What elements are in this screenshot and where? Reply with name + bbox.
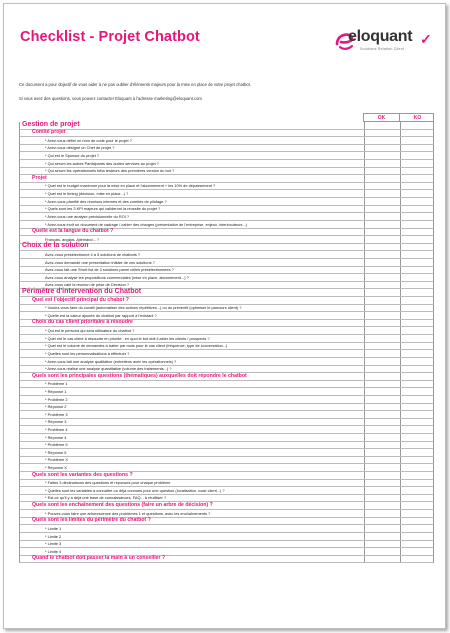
ko-cell[interactable] [400,442,401,449]
checklist-item-row [19,457,434,465]
checklist-item-text: * Avez-vous une analyse prévisionnelle du ROI ? [45,213,130,219]
checklist-item-text: * Réponse 4 [45,434,67,440]
checklist-item-text: * Réponse 1 [45,388,67,394]
checklist-item-row [19,168,434,176]
ok-cell[interactable] [364,137,365,144]
checklist-item-text: * Avez-vous écrit un document de cadrage / cahier des charges (présentation de l'entreprise, enjeux, interlocuteurs...) [45,221,248,227]
subsection-heading-row [19,518,434,526]
checklist-item-text: * Avez-vous réalisé une analyse quantitative (volume des traitements...) ? [45,366,172,372]
ok-cell[interactable] [364,510,365,517]
ok-cell[interactable] [364,556,365,563]
checklist-item-text: * Qui seront les opérationnels bêta testeurs des premières version du bot ? [45,168,175,174]
subsection-heading: Quels sont les limites du périmètre du chatbot ? [32,517,151,524]
checklist-item-text: * Quelles sont les variables à connaître ou déjà connues pour une question (localisation, code client...) ? [45,487,225,493]
subsection-heading-row [19,556,434,564]
checklist-item-text: Avez-vous analysé les propositions commerciales (mise en place, abonnement...) ? [45,274,189,280]
ko-cell[interactable] [400,434,401,441]
ko-cell[interactable] [400,320,401,327]
checklist-item-text: * Est-ce qu'il y a déjà une base de connaissances, FAQ... à réutiliser ? [45,495,166,501]
checklist-item-text: * Avez-vous défini un nom de code pour le projet ? [45,137,132,143]
ko-cell[interactable] [400,487,401,494]
checklist-item-text: * Problème 5 [45,442,68,448]
ok-cell[interactable] [364,449,365,456]
subsection-heading-row [19,373,434,381]
intro-paragraph: Ce document a pour objectif de vous aider à ne pas oublier d'éléments majeurs pour la mise en place de votre projet chatbot. [19,82,251,87]
ko-cell[interactable] [400,221,401,228]
ok-cell[interactable] [364,495,365,502]
ok-cell[interactable] [364,282,365,289]
checklist-item-row [19,388,434,396]
ko-cell[interactable] [400,464,401,471]
ok-cell[interactable] [364,183,365,190]
ok-cell[interactable] [364,335,365,342]
checklist-item-text: * Problème 2 [45,396,68,402]
checklist-item-text: * Quelles sont les personnalisations à effectuer ? [45,350,130,356]
checklist-item-text: * Problème X [45,457,68,463]
ko-cell[interactable] [400,305,401,312]
ko-cell[interactable] [400,426,401,433]
checklist-item-text: * Problème 3 [45,411,68,417]
checklist-item-row [19,434,434,442]
checklist-item-text: Avez-vous fait une Short list de 3 solutions parmi celles présélectionnées ? [45,267,174,273]
ko-cell[interactable] [400,312,401,319]
ko-cell[interactable] [400,206,401,213]
ko-cell[interactable] [400,510,401,517]
ko-cell[interactable] [400,160,401,167]
page-title: Checklist - Projet Chatbot [20,29,200,45]
ko-cell[interactable] [400,175,401,182]
ok-cell[interactable] [364,229,365,236]
ok-cell[interactable] [364,434,365,441]
ok-cell[interactable] [364,411,365,418]
checklist-item-text: Avez-vous demandé une présentation initiale de ces solutions ? [45,259,155,265]
ok-cell[interactable] [364,168,365,175]
ko-cell[interactable] [400,358,401,365]
ko-cell[interactable] [400,548,401,555]
checklist-item-text: * Voulez-vous faire du curatif (automatiser des actions répétitives...) ou du préventif (optimiser le parcours client) ? [45,305,242,311]
ok-cell[interactable] [364,267,365,274]
ko-cell[interactable] [400,343,401,350]
ko-cell[interactable] [400,259,401,266]
checklist-item-text: * Limite 1 [45,525,62,531]
checklist-item-text: * Quel est le budget maximum pour la mise en place et l'abonnement + les 10% de dépassement ? [45,183,216,189]
ko-cell[interactable] [400,145,401,152]
checklist-item-text: * Avez-vous désigné un Chef de projet ? [45,145,115,151]
checklist-item-row [19,411,434,419]
ko-cell[interactable] [400,137,401,144]
ok-cell[interactable] [364,442,365,449]
ok-cell[interactable] [364,274,365,281]
ko-cell[interactable] [400,168,401,175]
ko-cell[interactable] [400,411,401,418]
checklist-item-row [19,396,434,404]
ko-cell[interactable] [400,381,401,388]
ko-cell[interactable] [400,335,401,342]
subsection-heading: Projet [32,174,47,181]
section-heading: Choix de la solution [22,242,89,250]
subsection-heading: Quels sont les enchaînement des questions (faire un arbre de décision) ? [32,502,213,509]
ko-cell[interactable] [400,213,401,220]
document-page [3,3,446,629]
checklist-item-text: * Limite 3 [45,541,62,547]
ko-cell[interactable] [400,289,401,296]
checklist-item-text: * Qui est le persona qui sera utilisateur du chatbot ? [45,328,135,334]
ok-cell[interactable] [364,518,365,525]
subsection-heading: Quand le chatbot doit passer la main à un conseiller ? [32,555,166,562]
ok-cell[interactable] [364,259,365,266]
ok-cell[interactable] [364,487,365,494]
ok-cell[interactable] [364,396,365,403]
ok-cell[interactable] [364,305,365,312]
ko-cell[interactable] [400,396,401,403]
subsection-heading: Choix du cas client prioritaire à résoudre [32,319,133,326]
ko-cell[interactable] [400,472,401,479]
checklist-item-text: * Quel est le cas client à résoudre en priorité : en quoi le bot doit il aider les clients / prospects ? [45,335,210,341]
checklist-item-text: * Faites 3 déclinaisons des questions et réponses pour chaque problème [45,480,171,486]
ko-cell[interactable] [400,502,401,509]
checklist-item-text: * Quelle est la valeur ajoutée du chatbot par rapport à l'existant ? [45,312,157,318]
status-column-headers [363,113,434,122]
checklist-item-text: * Réponse X [45,465,67,471]
checklist-item-row [19,442,434,450]
ok-cell[interactable] [364,525,365,532]
ok-cell[interactable] [364,251,365,258]
eloquant-logo [334,28,434,56]
ok-cell[interactable] [364,472,365,479]
subsection-heading: Quels sont les variantes des questions ? [32,471,133,478]
ok-cell[interactable] [364,350,365,357]
ok-cell[interactable] [364,373,365,380]
checklist-item-text: * Limite 2 [45,533,62,539]
ok-cell[interactable] [364,541,365,548]
checklist-item-text: * Réponse 2 [45,404,67,410]
ok-cell[interactable] [364,130,365,137]
ko-cell[interactable] [400,541,401,548]
ko-cell[interactable] [400,236,401,243]
logo-tagline: Solutions Relation Client [360,47,405,51]
checklist-item-text: * Qui seront les autres Participants des autres services au projet ? [45,160,159,166]
ko-cell[interactable] [400,297,401,304]
ok-cell[interactable] [364,366,365,373]
section-heading-row [19,122,434,130]
ko-cell[interactable] [400,244,401,251]
ko-cell[interactable] [400,525,401,532]
ok-cell[interactable] [364,548,365,555]
ok-column-header: OK [377,115,386,121]
ok-cell[interactable] [364,145,365,152]
ko-cell[interactable] [400,556,401,563]
contact-paragraph: Si vous avez des questions, vous pouvez contacter Eloquant à l'adresse marketing@eloquant.com [19,96,202,101]
subsection-heading: Quelle est la langue du chatbot ? [32,228,114,235]
ko-cell[interactable] [400,198,401,205]
ko-cell[interactable] [400,190,401,197]
checklist-item-row [19,381,434,389]
checklist-item-text: * Limite 4 [45,548,62,554]
ok-cell[interactable] [364,388,365,395]
ok-cell[interactable] [364,236,365,243]
ko-cell[interactable] [400,533,401,540]
ok-cell[interactable] [364,464,365,471]
checkmark-icon: ✓ [420,31,432,47]
subsection-heading: Quels sont les principales questions (thématiques) auxquelles doit répondre le chatbot [32,372,247,379]
ko-cell[interactable] [400,122,401,129]
ok-cell[interactable] [364,343,365,350]
ko-cell[interactable] [400,282,401,289]
section-heading: Gestion de projet [22,120,80,128]
ok-cell[interactable] [364,175,365,182]
ko-cell[interactable] [400,229,401,236]
ko-cell[interactable] [400,419,401,426]
ok-cell[interactable] [364,381,365,388]
checklist-item-text: * Quel est le volume de demandes à traiter par mois pour le cas client (fréquence, type de conversation...) [45,343,228,349]
ok-cell[interactable] [364,457,365,464]
subsection-heading: Comité projet [32,129,66,136]
checklist-item-text: * Qui est le Sponsor du projet ? [45,153,100,159]
checklist-item-row [19,525,434,533]
checklist-item-text: * Réponse 5 [45,449,67,455]
ko-cell[interactable] [400,449,401,456]
ok-cell[interactable] [364,358,365,365]
ko-cell[interactable] [400,388,401,395]
ok-cell[interactable] [364,198,365,205]
ok-cell[interactable] [364,502,365,509]
ok-cell[interactable] [364,244,365,251]
ko-cell[interactable] [400,274,401,281]
ok-cell[interactable] [364,160,365,167]
ko-cell[interactable] [400,350,401,357]
ok-cell[interactable] [364,312,365,319]
checklist-item-row [19,419,434,427]
section-heading: Périmètre d'intervention du Chatbot [22,288,142,296]
logo-wordmark: eloquant [348,28,413,45]
checklist-item-row [19,541,434,549]
ko-cell[interactable] [400,480,401,487]
checklist-table [19,122,434,563]
ok-cell[interactable] [364,221,365,228]
checklist-item-row [19,426,434,434]
ok-cell[interactable] [364,320,365,327]
checklist-item-row [19,404,434,412]
ok-cell[interactable] [364,213,365,220]
ok-cell[interactable] [364,206,365,213]
ok-cell[interactable] [364,533,365,540]
ko-cell[interactable] [400,327,401,334]
checklist-item-text: Avez-vous calé la réunion de prise de Décision ? [45,282,130,288]
ok-cell[interactable] [364,480,365,487]
ko-column-header: KO [413,115,422,121]
checklist-item-text: * Pouvez-vous faire une arborescence des problèmes 1 et questions, avec les enchaînements ? [45,510,211,516]
ko-cell[interactable] [400,373,401,380]
ko-cell[interactable] [400,130,401,137]
checklist-item-text: Français, anglais, Allemand... ? [45,236,100,242]
ko-cell[interactable] [400,251,401,258]
ok-cell[interactable] [364,122,365,129]
ko-cell[interactable] [400,495,401,502]
ok-cell[interactable] [364,404,365,411]
ko-cell[interactable] [400,404,401,411]
checklist-item-text: * Avez-vous planifié des réunions internes et des comités de pilotage ? [45,198,167,204]
ko-cell[interactable] [400,366,401,373]
ok-cell[interactable] [364,426,365,433]
subsection-heading: Quel est l'objectif principal du chabot ? [32,296,129,303]
ko-cell[interactable] [400,183,401,190]
ok-cell[interactable] [364,152,365,159]
ok-cell[interactable] [364,289,365,296]
ok-cell[interactable] [364,297,365,304]
ko-cell[interactable] [400,457,401,464]
checklist-item-text: * Problème 4 [45,426,68,432]
checklist-item-text: * Quel est le timing (décision, mise en place...) ? [45,191,129,197]
checklist-item-text: Avez-vous présélectionné 4 à 5 solutions de chatbots ? [45,251,141,257]
checklist-item-row [19,449,434,457]
ok-cell[interactable] [364,327,365,334]
ko-cell[interactable] [400,152,401,159]
checklist-item-row [19,533,434,541]
ko-cell[interactable] [400,267,401,274]
checklist-item-text: * Réponse 3 [45,419,67,425]
checklist-item-text: * Avez-vous fait une analyse qualitative (entretiens avec les opérationnels) ? [45,358,177,364]
ko-cell[interactable] [400,518,401,525]
ok-cell[interactable] [364,190,365,197]
ok-cell[interactable] [364,419,365,426]
checklist-item-text: * Quels sont les 3 KPI majeurs qui valideront la réussite du projet ? [45,206,161,212]
checklist-item-text: * Problème 1 [45,381,68,387]
